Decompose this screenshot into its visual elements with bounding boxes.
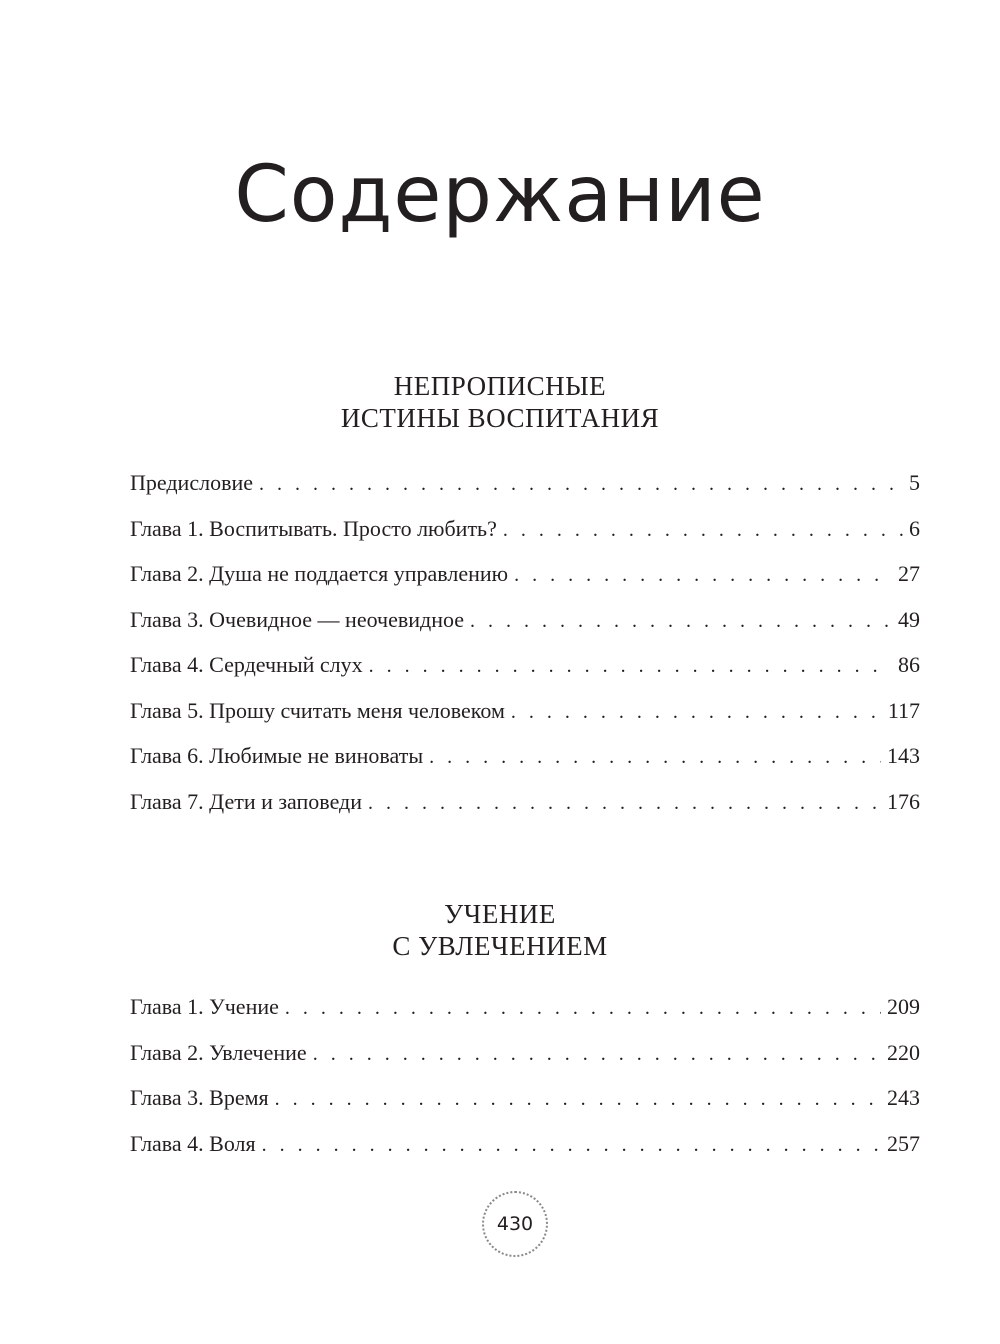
toc-entry-title: Глава 6. Любимые не виноваты bbox=[130, 743, 424, 768]
toc-entry[interactable] bbox=[130, 652, 920, 698]
dot-leader bbox=[514, 564, 892, 587]
toc-entry-title: Глава 5. Прошу считать меня человеком bbox=[130, 697, 505, 723]
page-number-badge bbox=[482, 1191, 548, 1257]
toc-entry[interactable] bbox=[130, 561, 920, 607]
dot-leader bbox=[259, 473, 903, 496]
toc-entry-page: 143 bbox=[887, 743, 920, 768]
page-number: 430 bbox=[496, 1213, 534, 1235]
dot-leader bbox=[503, 519, 903, 542]
toc-entry-page: 243 bbox=[887, 1085, 920, 1110]
toc-entry-page: 257 bbox=[887, 1130, 920, 1156]
page-title: Содержание bbox=[234, 150, 766, 240]
dot-leader bbox=[275, 1088, 881, 1111]
toc-entry[interactable] bbox=[130, 698, 920, 744]
section-heading bbox=[0, 898, 1000, 962]
toc-entry-page: 27 bbox=[898, 561, 920, 586]
toc-entry-page: 176 bbox=[887, 788, 920, 814]
toc-entry-page: 209 bbox=[887, 994, 920, 1019]
toc-entry[interactable] bbox=[130, 470, 920, 516]
toc-entry[interactable] bbox=[130, 516, 920, 562]
dot-leader bbox=[313, 1043, 881, 1066]
toc-entry-title: Глава 4. Сердечный слух bbox=[130, 652, 363, 677]
dot-leader bbox=[429, 746, 881, 769]
section-heading-line: ИСТИНЫ ВОСПИТАНИЯ bbox=[340, 403, 660, 433]
toc-entry-title: Глава 3. Очевидное — неочевидное bbox=[130, 606, 465, 632]
dot-leader bbox=[470, 610, 892, 633]
section-heading-line: С УВЛЕЧЕНИЕМ bbox=[392, 931, 608, 961]
toc-entry-title: Глава 7. Дети и заповеди bbox=[130, 788, 363, 814]
section-heading-line: НЕПРОПИСНЫЕ bbox=[393, 371, 607, 401]
toc-entry-title: Предисловие bbox=[130, 470, 253, 495]
toc-entry[interactable] bbox=[130, 1131, 920, 1177]
toc-list bbox=[130, 470, 920, 834]
toc-entry-title: Глава 2. Душа не поддается управлению bbox=[130, 561, 509, 586]
toc-entry[interactable] bbox=[130, 743, 920, 789]
toc-entry-page: 49 bbox=[898, 606, 920, 632]
section-heading bbox=[0, 370, 1000, 434]
toc-entry-title: Глава 1. Воспитывать. Просто любить? bbox=[130, 515, 497, 541]
dot-leader bbox=[285, 997, 881, 1020]
toc-entry[interactable] bbox=[130, 1040, 920, 1086]
toc-entry-title: Глава 4. Воля bbox=[130, 1130, 256, 1156]
dot-leader bbox=[368, 792, 881, 815]
toc-entry-page: 117 bbox=[887, 697, 920, 723]
toc-entry[interactable] bbox=[130, 994, 920, 1040]
toc-entry[interactable] bbox=[130, 1085, 920, 1131]
toc-entry-title: Глава 3. Время bbox=[130, 1085, 269, 1110]
dot-leader bbox=[369, 655, 892, 678]
toc-entry[interactable] bbox=[130, 607, 920, 653]
dot-leader bbox=[262, 1134, 881, 1157]
toc-list bbox=[130, 994, 920, 1176]
toc-entry-page: 86 bbox=[898, 652, 920, 677]
toc-entry-title: Глава 1. Учение bbox=[130, 994, 279, 1019]
toc-entry[interactable] bbox=[130, 789, 920, 835]
section-heading-line: УЧЕНИЕ bbox=[444, 899, 556, 929]
toc-entry-page: 220 bbox=[887, 1039, 920, 1065]
dot-leader bbox=[511, 701, 882, 724]
toc-entry-page: 6 bbox=[909, 515, 920, 541]
toc-entry-page: 5 bbox=[909, 470, 920, 495]
toc-entry-title: Глава 2. Увлечение bbox=[130, 1039, 307, 1065]
